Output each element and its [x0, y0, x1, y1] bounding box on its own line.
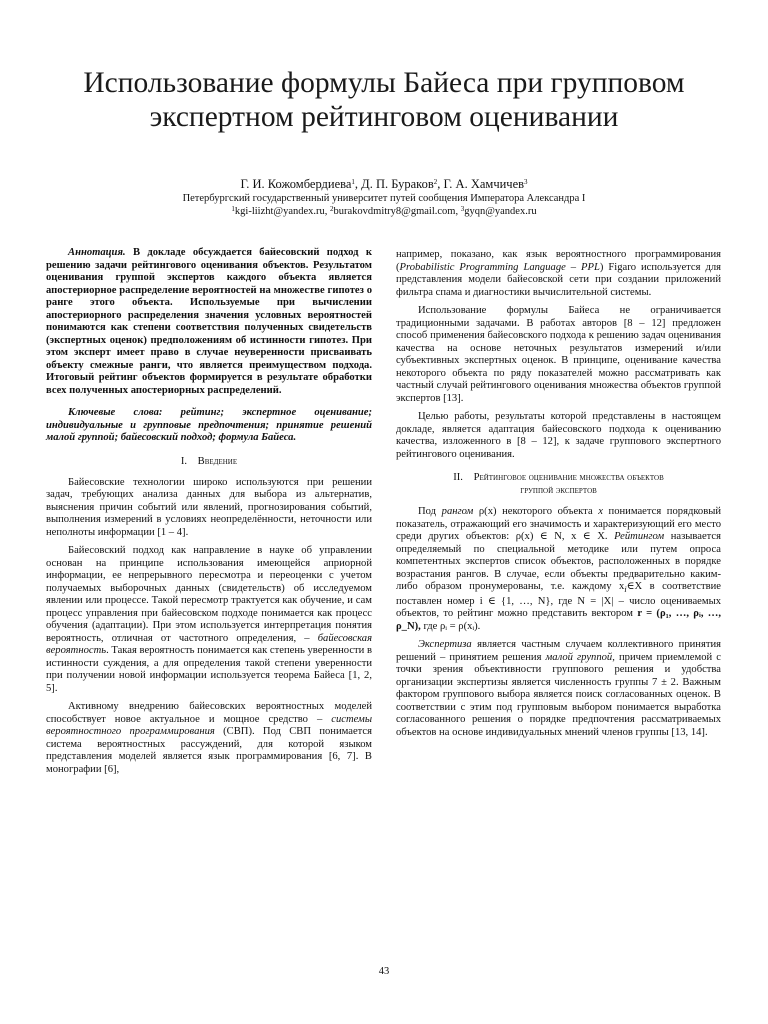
affiliation: Петербургский государственный университет путей сообщения Императора Александра I	[182, 193, 586, 204]
section-heading: I. Введение	[180, 455, 238, 467]
paragraph: Байесовский подход как направление в науке об управлении основан на принципе использования имеющейся априорной информации, ее непрерывного пересмотра и переоценки с учетом получаемых выборочных данных (свидетельств) об исследуемом явлении или процессе. Такой пересмотр трактуется как обучение, и сам процесс управления при байесовском подходе понимается как процесс обучения (адаптации). При этом используется интерпретация понятия вероятность, отличная от частотного определения, – байесовская вероятность. Такая вероятность понимается как степень уверенности в истинности суждения, а для определения такой степени уверенности при получении новой информации используется теорема Байеса [1, 2, 5].	[46, 545, 372, 694]
left-column	[46, 247, 372, 782]
paper-title: Использование формулы Байеса при групповом экспертном рейтинговом оценивании	[83, 67, 685, 133]
author-list: Г. И. Кожомбердиева$^1$, Д. П. Бураков$^2$, Г. А. Хамчичев$^3$	[240, 177, 528, 191]
paragraph: Использование формулы Байеса не ограничивается традиционными задачами. В работах авторов [8 – 12] предложен способ применения байесовского подхода к решению задач оценивания качества на основе неточных результатов измерений и/или субъективных экспертных оценок. В принципе, оценивание качества некоторого объекта по ряду показателей можно рассматривать как частный случай рейтингового оценивания множества объектов группой экспертов [13].	[396, 305, 721, 404]
abstract-text: В докладе обсуждается байесовский подход к решению задачи рейтингового оценивания объектов. Результатом оценивания группой экспертов каждого объекта является апостериорное распределение вероятностей на множестве гипотез о ранге этого объекта. Используемые при вычислении апостериорного распределения значения условных вероятностей понимаются как степени соответствия полученных свидетельств (экспертных оценок) предположениям об истинности гипотез. При этом эксперт имеет право в случае неуверенности присваивать объекту смежные ранги, что является преимуществом подхода. Итоговый рейтинг объектов формируется в результате обработки всех полученных апостериорных распределений.	[46, 247, 372, 396]
page-number: 43	[378, 966, 390, 977]
keywords-text: рейтинг; экспертное оценивание; индивидуальные и групповые предпочтения; принятие решений малой группой; байесовский подход; формула Байеса.	[46, 407, 373, 443]
keywords-lead: Ключевые слова:	[68, 407, 163, 418]
email-list: $^1$kgi-liizht@yandex.ru, $^2$burakovdmitry8@gmail.com, $^3$gyqn@yandex.ru	[231, 205, 537, 217]
abstract	[46, 247, 372, 397]
email-link[interactable]: kgi-liizht@yandex.ru	[234, 206, 325, 217]
author-mark: 1	[351, 178, 355, 186]
author-name: Г. И. Кожомбердиева	[240, 177, 352, 191]
paragraph: Байесовские технологии широко используются при решении задач, требующих анализа данных для выбора из альтернатив, выяснения причин событий или явлений, прогнозирования событий, выполнения измерений в условиях неопределённости, неточности или неполноты информации [1 – 4].	[46, 476, 372, 538]
abstract-lead: Аннотация.	[68, 247, 126, 258]
paragraph: Активному внедрению байесовских вероятностных моделей способствует новое актуальное и мощное средство – системы вероятностного программирования (СВП). Под СВП понимается система вероятностных рассуждений, для которой языком представления моделей является язык программирования [6, 7]. В монографии [6],	[46, 701, 372, 775]
paragraph: Экспертиза является частным случаем коллективного принятия решений – принятием решения малой группой, причем приемлемой с точки зрения объективности группового решения и удобства организации экспертизы является численность группы 7 ± 2. Важным фактором группового выбора является поиск согласованных оценок. В соответствии с этим под групповым выбором понимается выработка согласованного решения о порядке предпочтения рассматриваемых объектов на основе индивидуальных мнений членов группы [13, 14].	[396, 639, 721, 738]
paragraph: Под рангом ρ(x) некоторого объекта x понимается порядковый показатель, отражающий его значимость и характеризующий его место среди других объектов: ρ(x) ∈ N, x ∈ X. Рейтингом называется определяемый по специальной методике или путем опроса компетентных экспертов список объектов, расположенных в порядке возрастания рангов. В случае, если объекты предварительно каким-либо образом пронумерованы, т.е. каждому $x_i\in X$ в соответствие поставлен номер i ∈ {1, …, N}, где N = |X| – число оцениваемых объектов, то рейтинг можно представить вектором r = (ρ₁, …, ρᵢ, …, ρ_N), где ρᵢ = ρ(xᵢ).	[396, 506, 722, 632]
section-heading: II. Рейтинговое оценивание множества объектов группой экспертов	[453, 472, 664, 496]
author-mark: 2	[433, 178, 438, 186]
author-name: Д. П. Бураков	[361, 177, 434, 191]
paragraph: Целью работы, результаты которой представлены в настоящем докладе, является адаптация байесовского подхода к оцениванию качества, изложенного в [8 – 12], к задаче группового экспертного рейтингового оценивания.	[396, 411, 721, 460]
email-link[interactable]: gyqn@yandex.ru	[464, 206, 537, 217]
right-column	[396, 249, 721, 745]
author-mark: 3	[524, 178, 528, 186]
keywords	[46, 407, 372, 445]
email-link[interactable]: burakovdmitry8@gmail.com	[333, 206, 456, 217]
author-name: Г. А. Хамчичев	[443, 177, 525, 191]
paragraph: например, показано, как язык вероятностного программирования (Probabilistic Programming Language – PPL) Figaro используется для представления модели байесовской сети при создании приложений фильтра спама и диагностики вычислительной системы.	[396, 249, 721, 298]
